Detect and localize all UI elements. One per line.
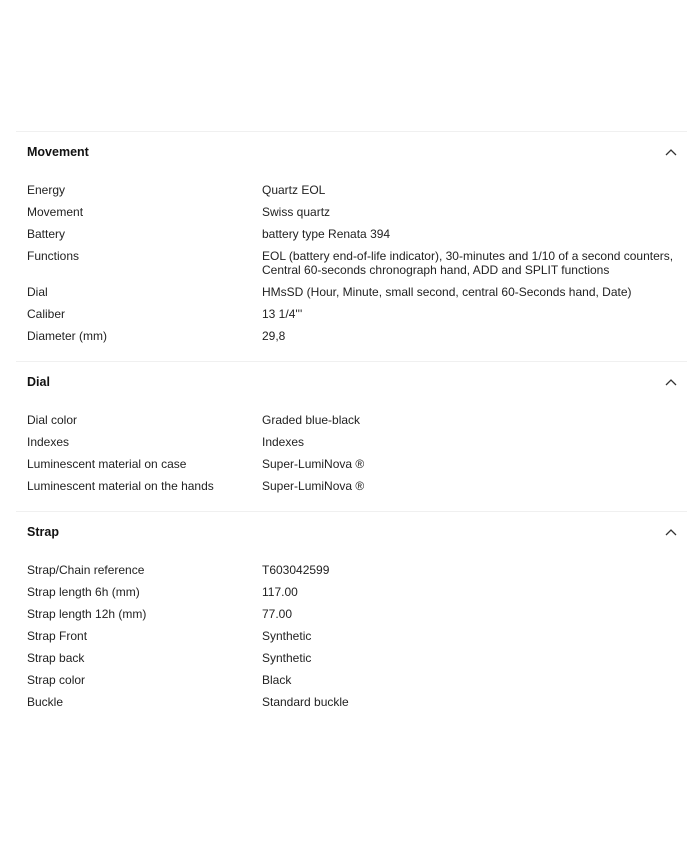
spec-value: Indexes: [262, 435, 305, 449]
spec-value: Synthetic: [262, 651, 312, 665]
spec-label: Caliber: [27, 307, 66, 321]
spec-row: [16, 179, 687, 201]
spec-row: [16, 281, 687, 303]
section-title: Movement: [27, 145, 89, 159]
spec-label: Movement: [27, 205, 84, 219]
spec-row: [16, 245, 687, 281]
section-header-dial[interactable]: [16, 362, 687, 402]
spec-value: Graded blue-black: [262, 413, 361, 427]
section-movement: [16, 131, 687, 361]
spec-label: Strap/Chain reference: [27, 563, 145, 577]
spec-value: Standard buckle: [262, 695, 349, 709]
spec-row: [16, 409, 687, 431]
spec-value: T603042599: [262, 563, 330, 577]
spec-label: Strap back: [27, 651, 85, 665]
spec-label: Functions: [27, 249, 80, 263]
spec-label: Dial color: [27, 413, 78, 427]
spec-row: [16, 303, 687, 325]
spec-row: [16, 223, 687, 245]
spec-value: battery type Renata 394: [262, 227, 391, 241]
spec-label: Strap color: [27, 673, 86, 687]
spec-row: [16, 691, 687, 713]
spec-row: [16, 647, 687, 669]
section-title: Dial: [27, 375, 50, 389]
chevron-up-icon[interactable]: [665, 148, 677, 156]
spec-row: [16, 453, 687, 475]
spec-label: Energy: [27, 183, 66, 197]
spec-value: Black: [262, 673, 292, 687]
section-header-movement[interactable]: [16, 132, 687, 172]
spec-row: [16, 581, 687, 603]
spec-value: 117.00: [262, 585, 298, 599]
spec-value: 29,8: [262, 329, 286, 343]
spec-row: [16, 669, 687, 691]
spec-label: Indexes: [27, 435, 70, 449]
spec-row: [16, 431, 687, 453]
spec-row: [16, 475, 687, 497]
spec-label: Strap length 12h (mm): [27, 607, 147, 621]
spec-row: [16, 559, 687, 581]
spec-list: [16, 552, 687, 727]
spec-label: Strap Front: [27, 629, 88, 643]
spec-row: [16, 603, 687, 625]
spec-list: [16, 172, 687, 361]
spec-label: Battery: [27, 227, 66, 241]
spec-list: [16, 402, 687, 511]
spec-label: Luminescent material on case: [27, 457, 187, 471]
section-title: Strap: [27, 525, 59, 539]
chevron-up-icon[interactable]: [665, 528, 677, 536]
spec-value: Super-LumiNova ®: [262, 479, 365, 493]
spec-value: 77.00: [262, 607, 293, 621]
spec-row: [16, 201, 687, 223]
spec-label: Buckle: [27, 695, 64, 709]
spec-value: Swiss quartz: [262, 205, 331, 219]
spec-value: 13 1/4''': [262, 307, 303, 321]
spec-value: Quartz EOL: [262, 183, 326, 197]
specifications-accordion: [16, 131, 687, 727]
spec-label: Luminescent material on the hands: [27, 479, 214, 493]
spec-label: Diameter (mm): [27, 329, 107, 343]
section-dial: [16, 361, 687, 511]
section-strap: [16, 511, 687, 727]
spec-value: Super-LumiNova ®: [262, 457, 365, 471]
spec-row: [16, 625, 687, 647]
spec-value: EOL (battery end-of-life indicator), 30-minutes and 1/10 of a second counters, Central 60-seconds chronograph hand, ADD and SPLIT functions: [262, 249, 674, 277]
spec-row: [16, 325, 687, 347]
spec-label: Dial: [27, 285, 48, 299]
chevron-up-icon[interactable]: [665, 378, 677, 386]
spec-label: Strap length 6h (mm): [27, 585, 140, 599]
section-header-strap[interactable]: [16, 512, 687, 552]
spec-value: Synthetic: [262, 629, 312, 643]
spec-value: HMsSD (Hour, Minute, small second, central 60-Seconds hand, Date): [262, 285, 632, 299]
